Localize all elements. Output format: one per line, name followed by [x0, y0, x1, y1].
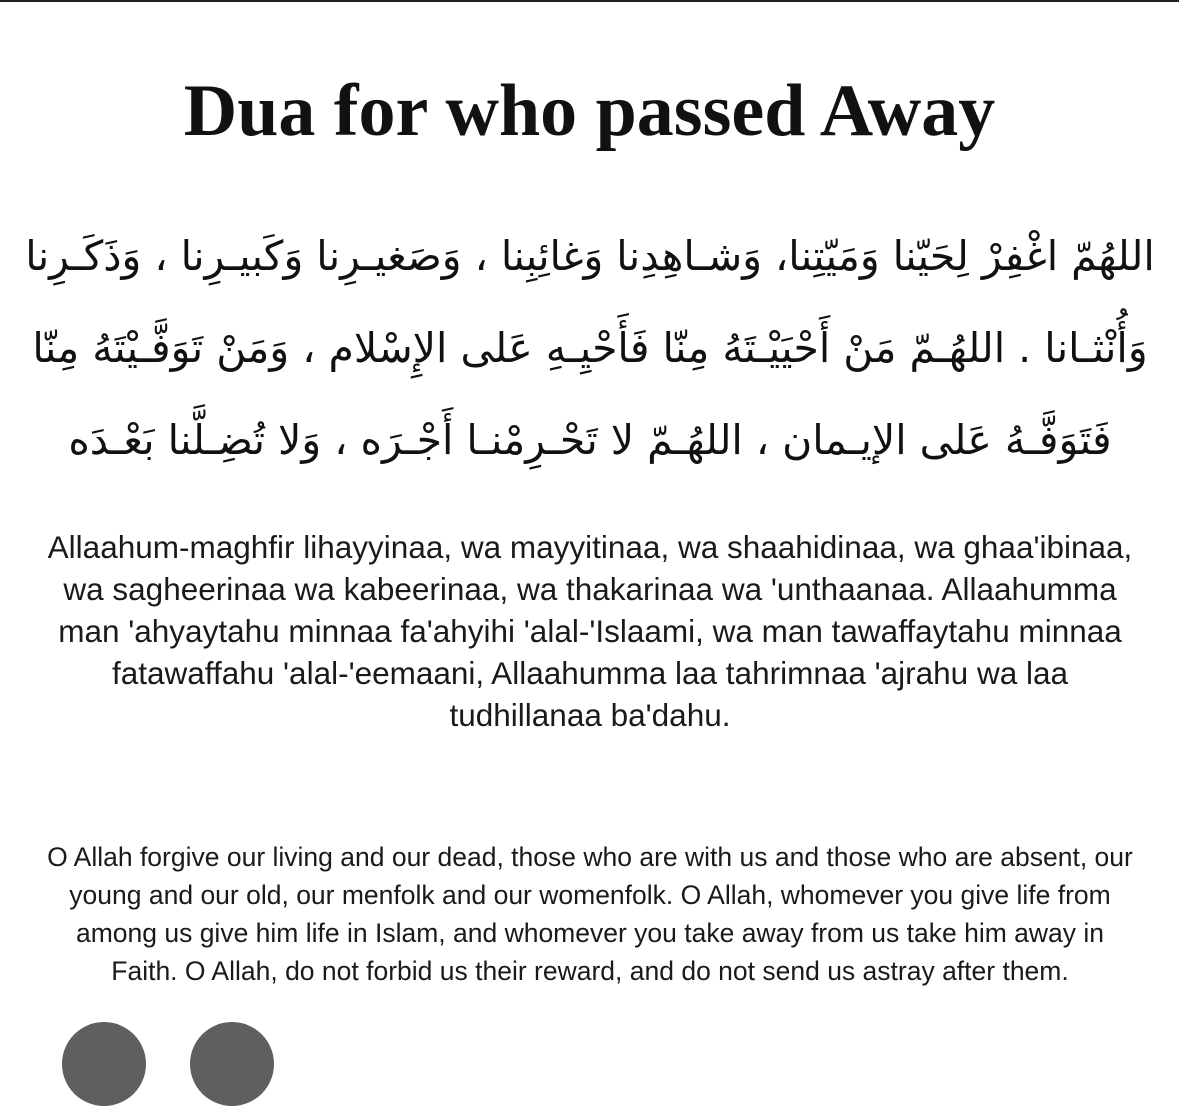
- transliteration-text: Allaahum-maghfir lihayyinaa, wa mayyitinaa, wa shaahidinaa, wa ghaa'ibinaa, wa sagheerinaa wa kabeerinaa, wa thakarinaa wa 'unthaanaa. Allaahumma man 'ahyaytahu minnaa fa'ahyihi 'alal-'Islaami, wa man tawaffaytahu minnaa fatawaffahu 'alal-'eemaani, Allaahumma laa tahrimnaa 'ajrahu wa laa tudhillanaa ba'dahu.: [47, 529, 1133, 733]
- overlay-circle-button[interactable]: [62, 1022, 146, 1106]
- overlay-circle-button[interactable]: [190, 1022, 274, 1106]
- page-title: Dua for who passed Away: [183, 70, 996, 152]
- english-translation-text: O Allah forgive our living and our dead, those who are with us and those who are absent, our young and our old, our menfolk and our womenfolk. O Allah, whomever you give life from among us give him life in Islam, and whomever you take away from us take him away in Faith. O Allah, do not forbid us their reward, and do not send us astray after them.: [47, 842, 1133, 986]
- arabic-dua-text: اللهُمّ اغْفِرْ لِحَيّنا وَمَيّتِنا، وَشـاهِدِنا وَغائِبِنا ، وَصَغيـرِنا وَكَبيـرِنا ، وَذَكَـرِنا وَأُنْثـانا . اللهُـمّ مَنْ أَحْيَيْـتَهُ مِنّا فَأَحْيِـهِ عَلى الإِسْلام ، وَمَنْ تَوَفَّـيْتَهُ مِنّا فَتَوَفَّـهُ عَلى الإيـمان ، اللهُـمّ لا تَحْـرِمْنـا أَجْـرَه ، وَلا تُضِـلَّنا بَعْـدَه: [25, 232, 1155, 464]
